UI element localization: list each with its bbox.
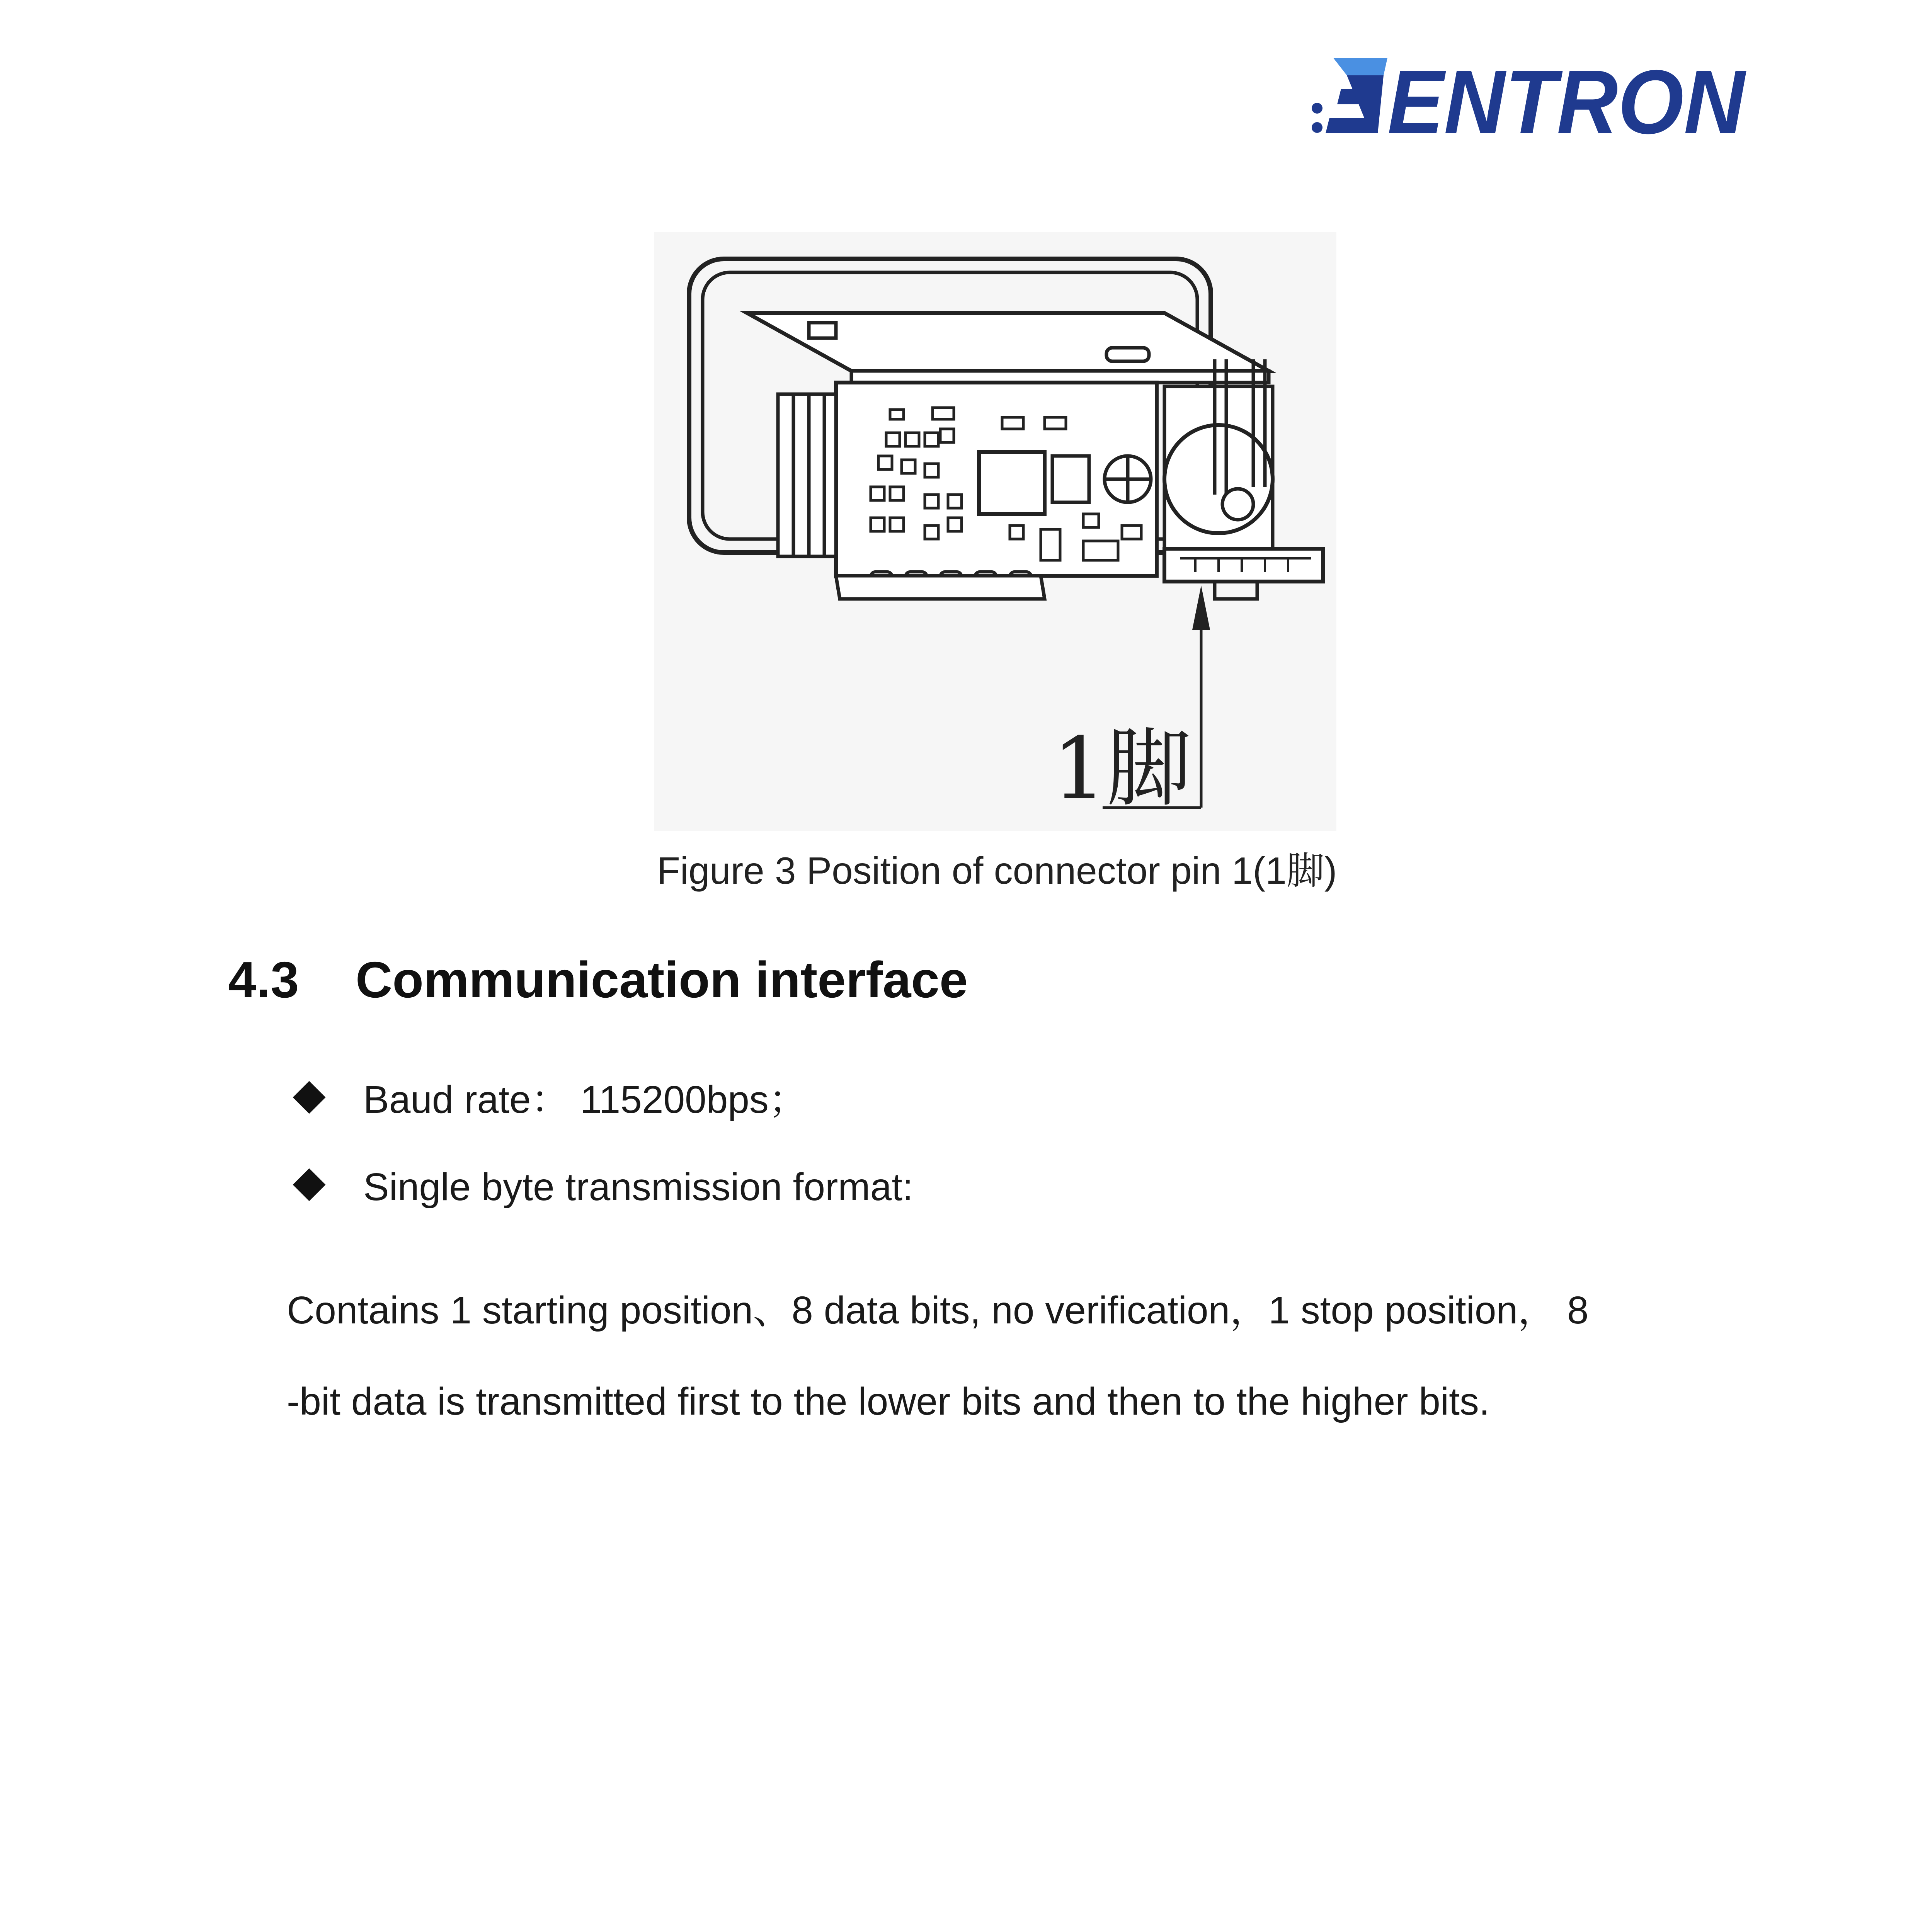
connector-figure	[654, 232, 1336, 831]
bullet-text: Single byte transmission format:	[363, 1165, 913, 1209]
figure-caption: Figure 3 Position of connector pin 1(1脚)	[657, 849, 1337, 892]
section-number: 4.3	[228, 951, 299, 1008]
bullet-byte-format	[298, 1165, 913, 1209]
section-title: Communication interface	[356, 951, 968, 1008]
bullet-baud-rate	[298, 1068, 807, 1124]
logo-wordmark: ENTRON	[1387, 51, 1746, 143]
paragraph-line-2: -bit data is transmitted first to the lower bits and then to the higher bits.	[287, 1380, 1490, 1423]
entron-logo	[1310, 50, 1747, 143]
paragraph-line-1: Contains 1 starting position、8 data bits, no verification，1 stop position， 8	[287, 1289, 1589, 1332]
bullet-text: Baud rate： 115200bps；	[363, 1078, 807, 1121]
diamond-bullet-icon	[293, 1081, 326, 1114]
diamond-bullet-icon	[293, 1168, 326, 1201]
section-heading	[228, 951, 968, 1009]
pin-callout-label: 1脚	[1052, 719, 1191, 818]
